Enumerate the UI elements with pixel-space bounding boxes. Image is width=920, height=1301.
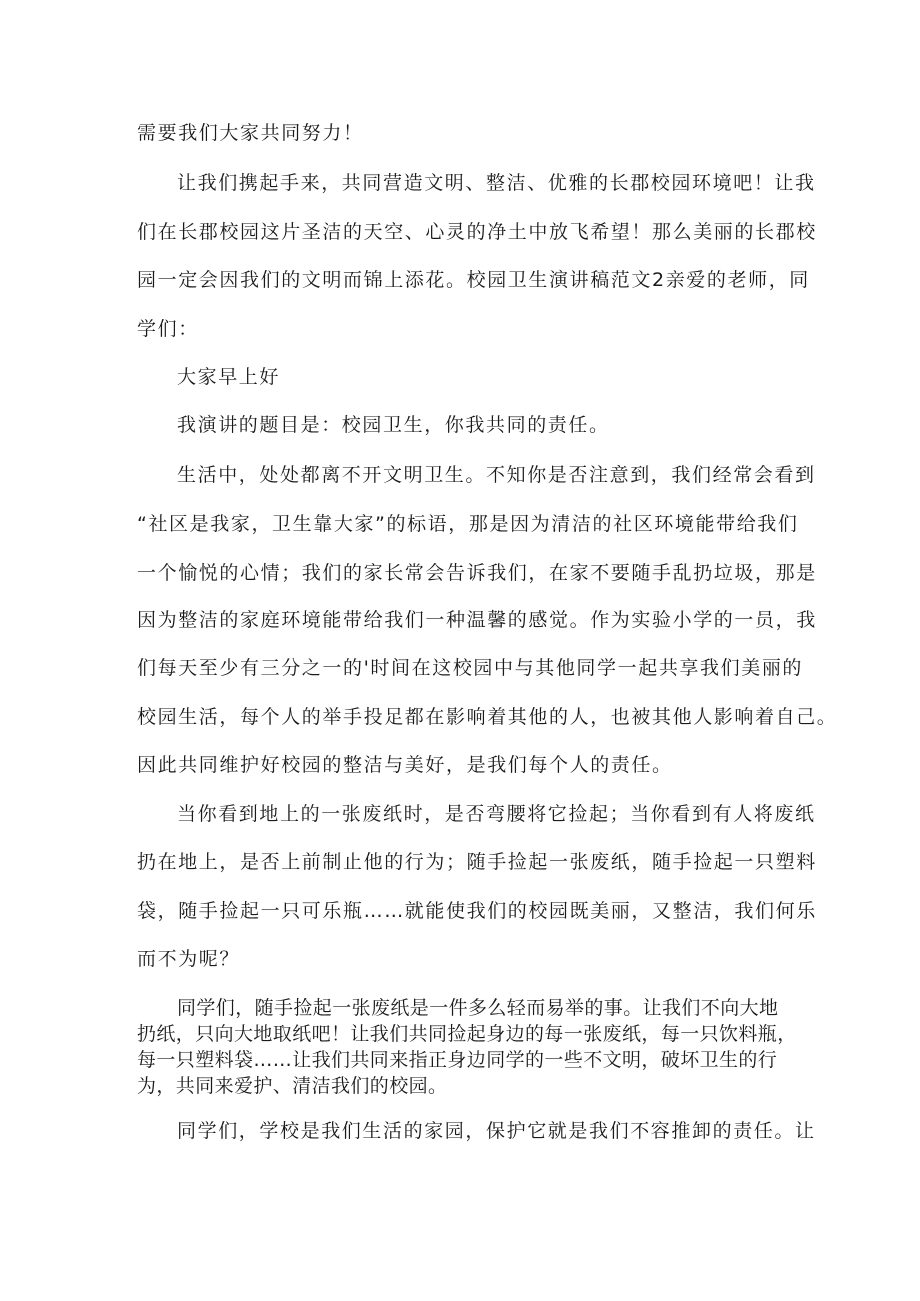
text-line: 每一只塑料袋……让我们共同来指正身边同学的一些不文明，破坏卫生的行 xyxy=(137,1049,778,1071)
text-line: 我演讲的题目是：校园卫生，你我共同的责任。 xyxy=(177,414,610,436)
text-line: 因此共同维护好校园的整洁与美好，是我们每个人的责任。 xyxy=(137,754,673,776)
text-line: 校园生活，每个人的举手投足都在影响着其他的人，也被其他人影响着自己。 xyxy=(137,706,838,728)
text-line: 园一定会因我们的文明而锦上添花。校园卫生演讲稿范文2亲爱的老师，同 xyxy=(137,269,810,291)
text-line: 们每天至少有三分之一的'时间在这校园中与其他同学一起共享我们美丽的 xyxy=(137,657,804,679)
text-line: “社区是我家，卫生靠大家”的标语，那是因为清洁的社区环境能带给我们 xyxy=(137,513,799,535)
text-line: 们在长郡校园这片圣洁的天空、心灵的净土中放飞希望！那么美丽的长郡校 xyxy=(137,221,817,243)
text-line: 当你看到地上的一张废纸时，是否弯腰将它捡起；当你看到有人将废纸 xyxy=(177,803,816,825)
text-line: 因为整洁的家庭环境能带给我们一种温馨的感觉。作为实验小学的一员，我 xyxy=(137,609,817,631)
text-line: 扔在地上，是否上前制止他的行为；随手捡起一张废纸，随手捡起一只塑料 xyxy=(137,851,817,873)
text-line: 让我们携起手来，共同营造文明、整洁、优雅的长郡校园环境吧！让我 xyxy=(177,172,816,194)
text-line: 同学们，随手捡起一张废纸是一件多么轻而易举的事。让我们不向大地 xyxy=(177,997,779,1019)
text-line: 为，共同来爱护、清洁我们的校园。 xyxy=(137,1075,448,1097)
text-line: 需要我们大家共同努力！ xyxy=(137,122,364,144)
text-line: 扔纸，只向大地取纸吧！让我们共同捡起身边的每一张废纸，每一只饮料瓶， xyxy=(137,1023,797,1045)
text-line: 袋，随手捡起一只可乐瓶……就能使我们的校园既美丽，又整洁，我们何乐 xyxy=(137,900,817,922)
text-line: 而不为呢？ xyxy=(137,948,241,970)
text-line: 生活中，处处都离不开文明卫生。不知你是否注意到，我们经常会看到 xyxy=(177,464,816,486)
text-line: 一个愉悦的心情；我们的家长常会告诉我们，在家不要随手乱扔垃圾，那是 xyxy=(137,562,817,584)
text-line: 大家早上好 xyxy=(177,366,281,388)
text-line: 同学们，学校是我们生活的家园，保护它就是我们不容推卸的责任。让 xyxy=(177,1120,816,1142)
text-line: 学们： xyxy=(137,318,199,340)
